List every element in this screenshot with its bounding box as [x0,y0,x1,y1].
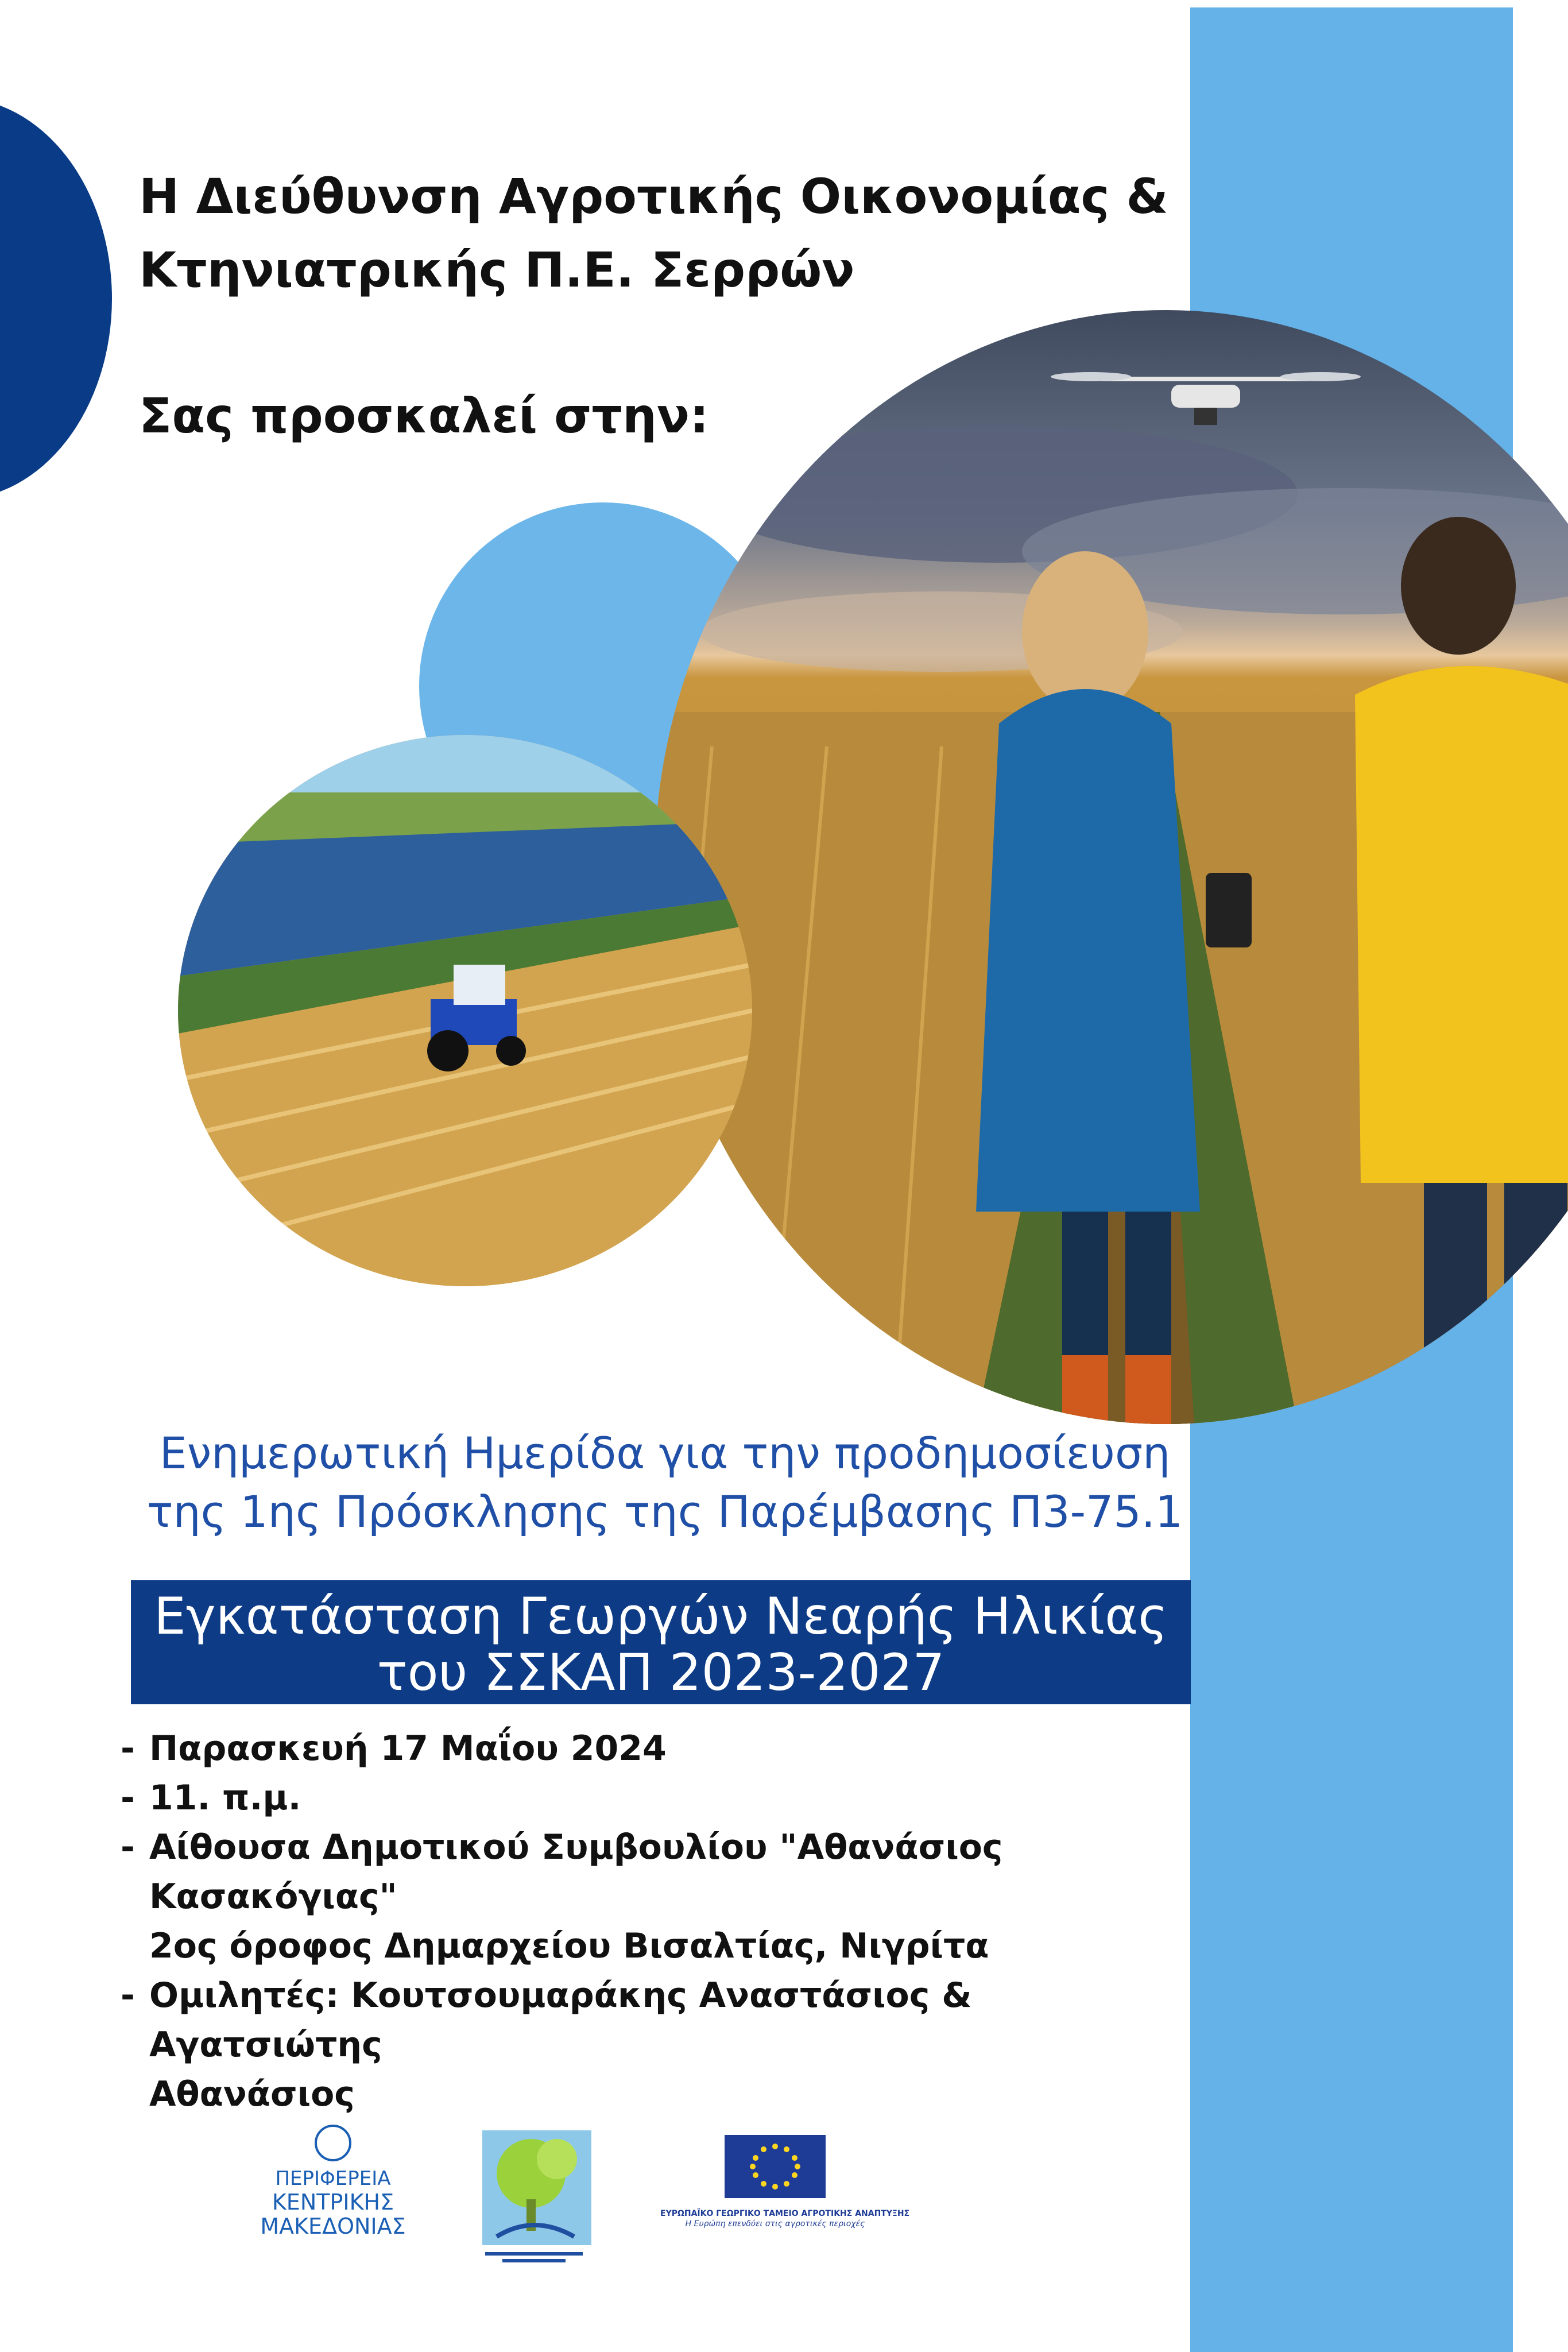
program-logo-icon [474,2119,594,2268]
greek-emblem-icon [315,2125,351,2161]
venue-line-2: 2ος όροφος Δημαρχείου Βισαλτίας, Νιγρίτα [149,1926,989,1966]
organizer-line-2: Κτηνιατρικής Π.Ε. Σερρών [139,242,855,298]
event-details-list [121,1724,1188,2119]
eu-motto: Η Ευρώπη επενδύει στις αγροτικές περιοχές [685,2219,865,2229]
organizer-line-1: Η Διεύθυνση Αγροτικής Οικονομίας & [139,168,1168,225]
tractor-field-photo [178,735,752,1286]
farmers-field-illustration [655,310,1568,1424]
tractor-field-illustration [178,735,752,1286]
event-title-banner [131,1580,1191,1704]
detail-venue: - Αίθουσα Δημοτικού Συμβουλίου "Αθανάσιος Κασακόγιας" 2ος όροφος Δημαρχείου Βισαλτίας, Νιγρίτα [121,1823,1188,1971]
dark-blue-circle [0,98,112,500]
event-subtitle-line-1: Ενημερωτική Ημερίδα για την προδημοσίευση [159,1428,1171,1479]
speakers-line-1: Ομιλητές: Κουτσουμαράκης Αναστάσιος & Αγατσιώτης [149,1975,972,2065]
speakers-line-2: Αθανάσιος [149,2074,355,2114]
invite-text: Σας προσκαλεί στην: [139,388,709,444]
farmers-field-photo [655,310,1568,1424]
detail-speakers: - Ομιλητές: Κουτσουμαράκης Αναστάσιος & Αγατσιώτης Αθανάσιος [121,1971,1188,2119]
event-subtitle [131,1424,1199,1541]
eu-flag-icon [725,2135,826,2198]
region-central-macedonia-logo: ΠΕΡΙΦΕΡΕΙΑ ΚΕΝΤΡΙΚΗΣ ΜΑΚΕΔΟΝΙΑΣ [247,2125,419,2274]
organizer-heading [139,160,1172,307]
banner-line-2: του ΣΣΚΑΠ 2023-2027 [377,1643,945,1702]
detail-time: - 11. π.μ. [121,1778,301,1818]
event-subtitle-line-2: της 1ης Πρόσκλησης της Παρέμβασης Π3-75.1 [146,1486,1183,1537]
detail-date: - Παρασκευή 17 Μαΐου 2024 [121,1728,667,1769]
banner-line-1: Εγκατάσταση Γεωργών Νεαρής Ηλικίας [154,1587,1168,1646]
venue-line-1: Αίθουσα Δημοτικού Συμβουλίου "Αθανάσιος Κασακόγιας" [149,1827,1003,1917]
eu-fund-name: ΕΥΡΩΠΑΪΚΟ ΓΕΩΡΓΙΚΟ ΤΑΜΕΙΟ ΑΓΡΟΤΙΚΗΣ ΑΝΑΠΤΥΞΗΣ [660,2209,910,2218]
eu-eafrd-logo [660,2135,910,2229]
rural-development-program-logo [474,2119,594,2268]
